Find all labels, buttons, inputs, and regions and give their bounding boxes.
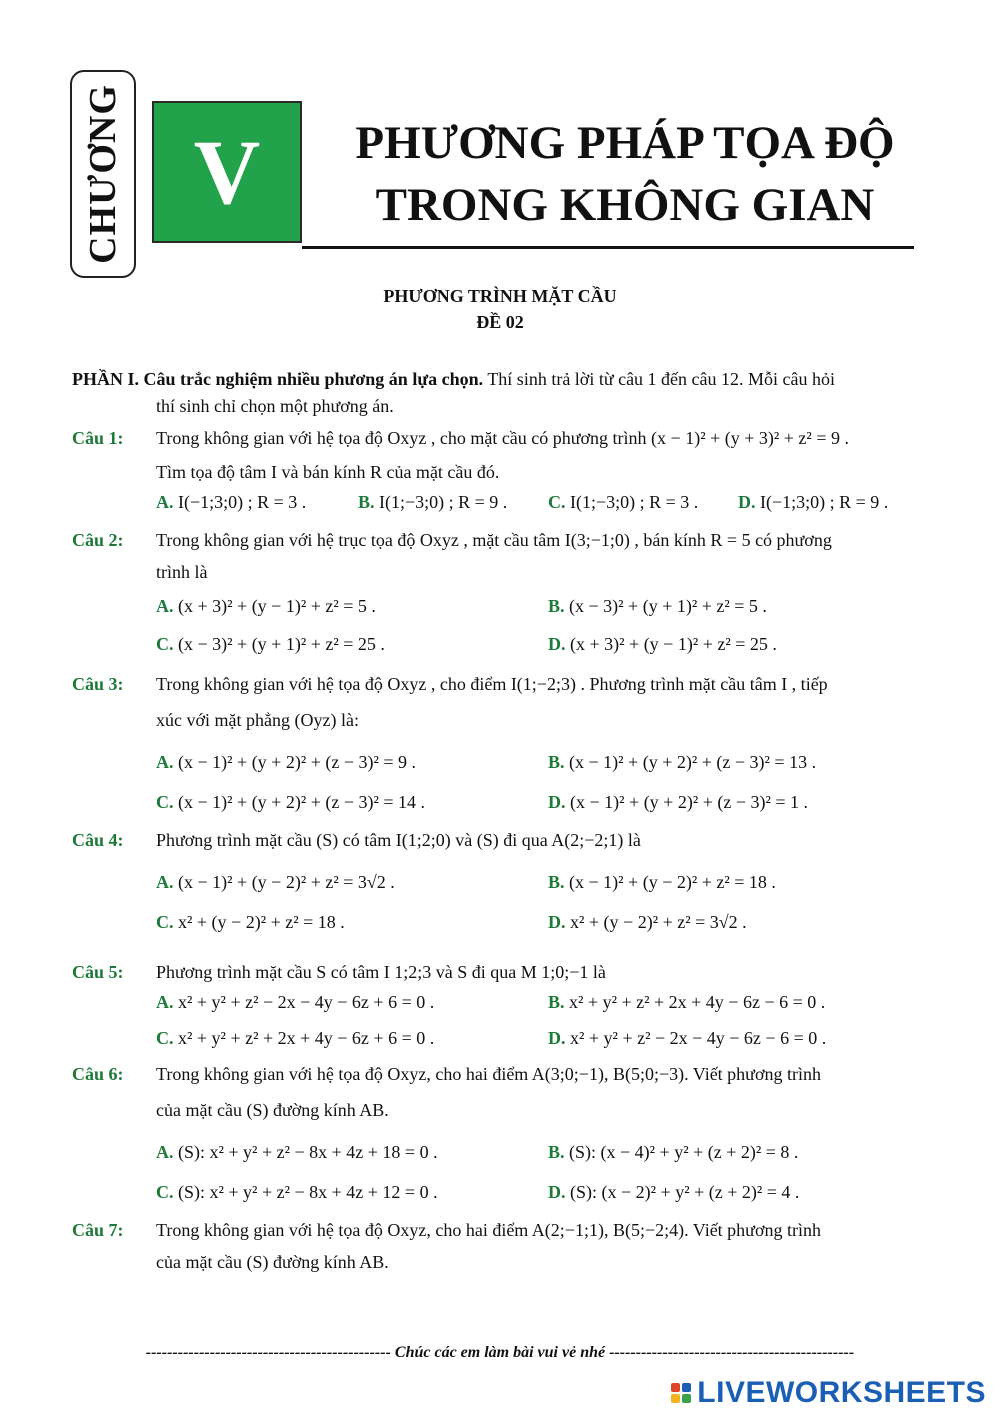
part-text-2: thí sinh chỉ chọn một phương án. xyxy=(156,396,394,416)
title-line-1: PHƯƠNG PHÁP TỌA ĐỘ xyxy=(355,117,895,169)
answer-option-a[interactable]: A. (S): x² + y² + z² − 8x + 4z + 18 = 0 . xyxy=(156,1142,438,1162)
answer-option-c[interactable]: C. x² + y² + z² + 2x + 4y − 6z + 6 = 0 . xyxy=(156,1028,435,1048)
question-text: Trong không gian với hệ tọa độ Oxyz , cho mặt cầu có phương trình (x − 1)² + (y + 3)² + z² = 9 . xyxy=(156,428,849,448)
answer-option-a[interactable]: A. (x + 3)² + (y − 1)² + z² = 5 . xyxy=(156,596,376,616)
answer-option-c[interactable]: C. (x − 1)² + (y + 2)² + (z − 3)² = 14 . xyxy=(156,792,426,812)
question-label: Câu 2: xyxy=(72,530,124,550)
chapter-number-box xyxy=(152,101,302,243)
answer-option-c[interactable]: C. (x − 3)² + (y + 1)² + z² = 25 . xyxy=(156,634,385,654)
page-title xyxy=(330,112,920,236)
question-text: xúc với mặt phẳng (Oyz) là: xyxy=(156,710,359,730)
doc-subtitle: PHƯƠNG TRÌNH MẶT CẦU xyxy=(383,286,617,306)
answer-option-a[interactable]: A. (x − 1)² + (y + 2)² + (z − 3)² = 9 . xyxy=(156,752,417,772)
question-label: Câu 1: xyxy=(72,428,124,448)
part-label: PHẦN I. Câu trắc nghiệm nhiều phương án lựa chọn. xyxy=(72,369,484,389)
answer-option-d[interactable]: D. I(−1;3;0) ; R = 9 . xyxy=(738,492,889,512)
question-label: Câu 3: xyxy=(72,674,124,694)
question-label: Câu 7: xyxy=(72,1220,124,1240)
brand-logo xyxy=(671,1376,986,1410)
answer-option-d[interactable]: D. (x − 1)² + (y + 2)² + (z − 3)² = 1 . xyxy=(548,792,809,812)
question-text: Trong không gian với hệ tọa độ Oxyz , cho điểm I(1;−2;3) . Phương trình mặt cầu tâm I , tiếp xyxy=(156,674,828,694)
answer-option-b[interactable]: B. I(1;−3;0) ; R = 9 . xyxy=(358,492,508,512)
answer-option-b[interactable]: B. (S): (x − 4)² + y² + (z + 2)² = 8 . xyxy=(548,1142,799,1162)
answer-option-a[interactable]: A. x² + y² + z² − 2x − 4y − 6z + 6 = 0 . xyxy=(156,992,435,1012)
title-line-2: TRONG KHÔNG GIAN xyxy=(375,179,875,231)
part-instructions xyxy=(72,367,835,391)
question-text: Trong không gian với hệ tọa độ Oxyz, cho hai điểm A(2;−1;1), B(5;−2;4). Viết phương trình xyxy=(156,1220,821,1240)
answer-option-b[interactable]: B. (x − 1)² + (y + 2)² + (z − 3)² = 13 . xyxy=(548,752,817,772)
title-underline xyxy=(302,246,914,249)
answer-option-d[interactable]: D. (S): (x − 2)² + y² + (z + 2)² = 4 . xyxy=(548,1182,800,1202)
question-text: trình là xyxy=(156,562,208,582)
answer-option-a[interactable]: A. (x − 1)² + (y − 2)² + z² = 3√2 . xyxy=(156,872,395,892)
brand-name: LIVEWORKSHEETS xyxy=(697,1376,986,1409)
answer-option-d[interactable]: D. (x + 3)² + (y − 1)² + z² = 25 . xyxy=(548,634,777,654)
doc-code: ĐỀ 02 xyxy=(476,312,524,332)
liveworksheets-icon xyxy=(671,1381,693,1405)
question-label: Câu 5: xyxy=(72,962,124,982)
question-text: Phương trình mặt cầu S có tâm I 1;2;3 và S đi qua M 1;0;−1 là xyxy=(156,962,606,982)
answer-option-c[interactable]: C. (S): x² + y² + z² − 8x + 4z + 12 = 0 . xyxy=(156,1182,438,1202)
question-text: Trong không gian với hệ trục tọa độ Oxyz , mặt cầu tâm I(3;−1;0) , bán kính R = 5 có phương xyxy=(156,530,832,550)
answer-option-d[interactable]: D. x² + (y − 2)² + z² = 3√2 . xyxy=(548,912,747,932)
answer-option-a[interactable]: A. I(−1;3;0) ; R = 3 . xyxy=(156,492,307,512)
question-text: Phương trình mặt cầu (S) có tâm I(1;2;0) và (S) đi qua A(2;−2;1) là xyxy=(156,830,641,850)
answer-option-b[interactable]: B. x² + y² + z² + 2x + 4y − 6z − 6 = 0 . xyxy=(548,992,826,1012)
question-label: Câu 4: xyxy=(72,830,124,850)
answer-option-d[interactable]: D. x² + y² + z² − 2x − 4y − 6z − 6 = 0 . xyxy=(548,1028,827,1048)
chapter-label: CHƯƠNG xyxy=(82,84,124,264)
question-text: Trong không gian với hệ tọa độ Oxyz, cho hai điểm A(3;0;−1), B(5;0;−3). Viết phương trình xyxy=(156,1064,821,1084)
part-text: Thí sinh trả lời từ câu 1 đến câu 12. Mỗi câu hỏi xyxy=(483,369,836,389)
answer-option-c[interactable]: C. x² + (y − 2)² + z² = 18 . xyxy=(156,912,345,932)
chapter-number: V xyxy=(193,121,261,223)
answer-option-b[interactable]: B. (x − 1)² + (y − 2)² + z² = 18 . xyxy=(548,872,776,892)
question-text: Tìm tọa độ tâm I và bán kính R của mặt cầu đó. xyxy=(156,462,500,482)
answer-option-c[interactable]: C. I(1;−3;0) ; R = 3 . xyxy=(548,492,699,512)
question-text: của mặt cầu (S) đường kính AB. xyxy=(156,1100,389,1120)
footer-message: ---------------------------------------------- Chúc các em làm bài vui vẻ nhé ---------------------------------------------- xyxy=(145,1344,855,1361)
question-label: Câu 6: xyxy=(72,1064,124,1084)
answer-option-b[interactable]: B. (x − 3)² + (y + 1)² + z² = 5 . xyxy=(548,596,767,616)
question-text: của mặt cầu (S) đường kính AB. xyxy=(156,1252,389,1272)
